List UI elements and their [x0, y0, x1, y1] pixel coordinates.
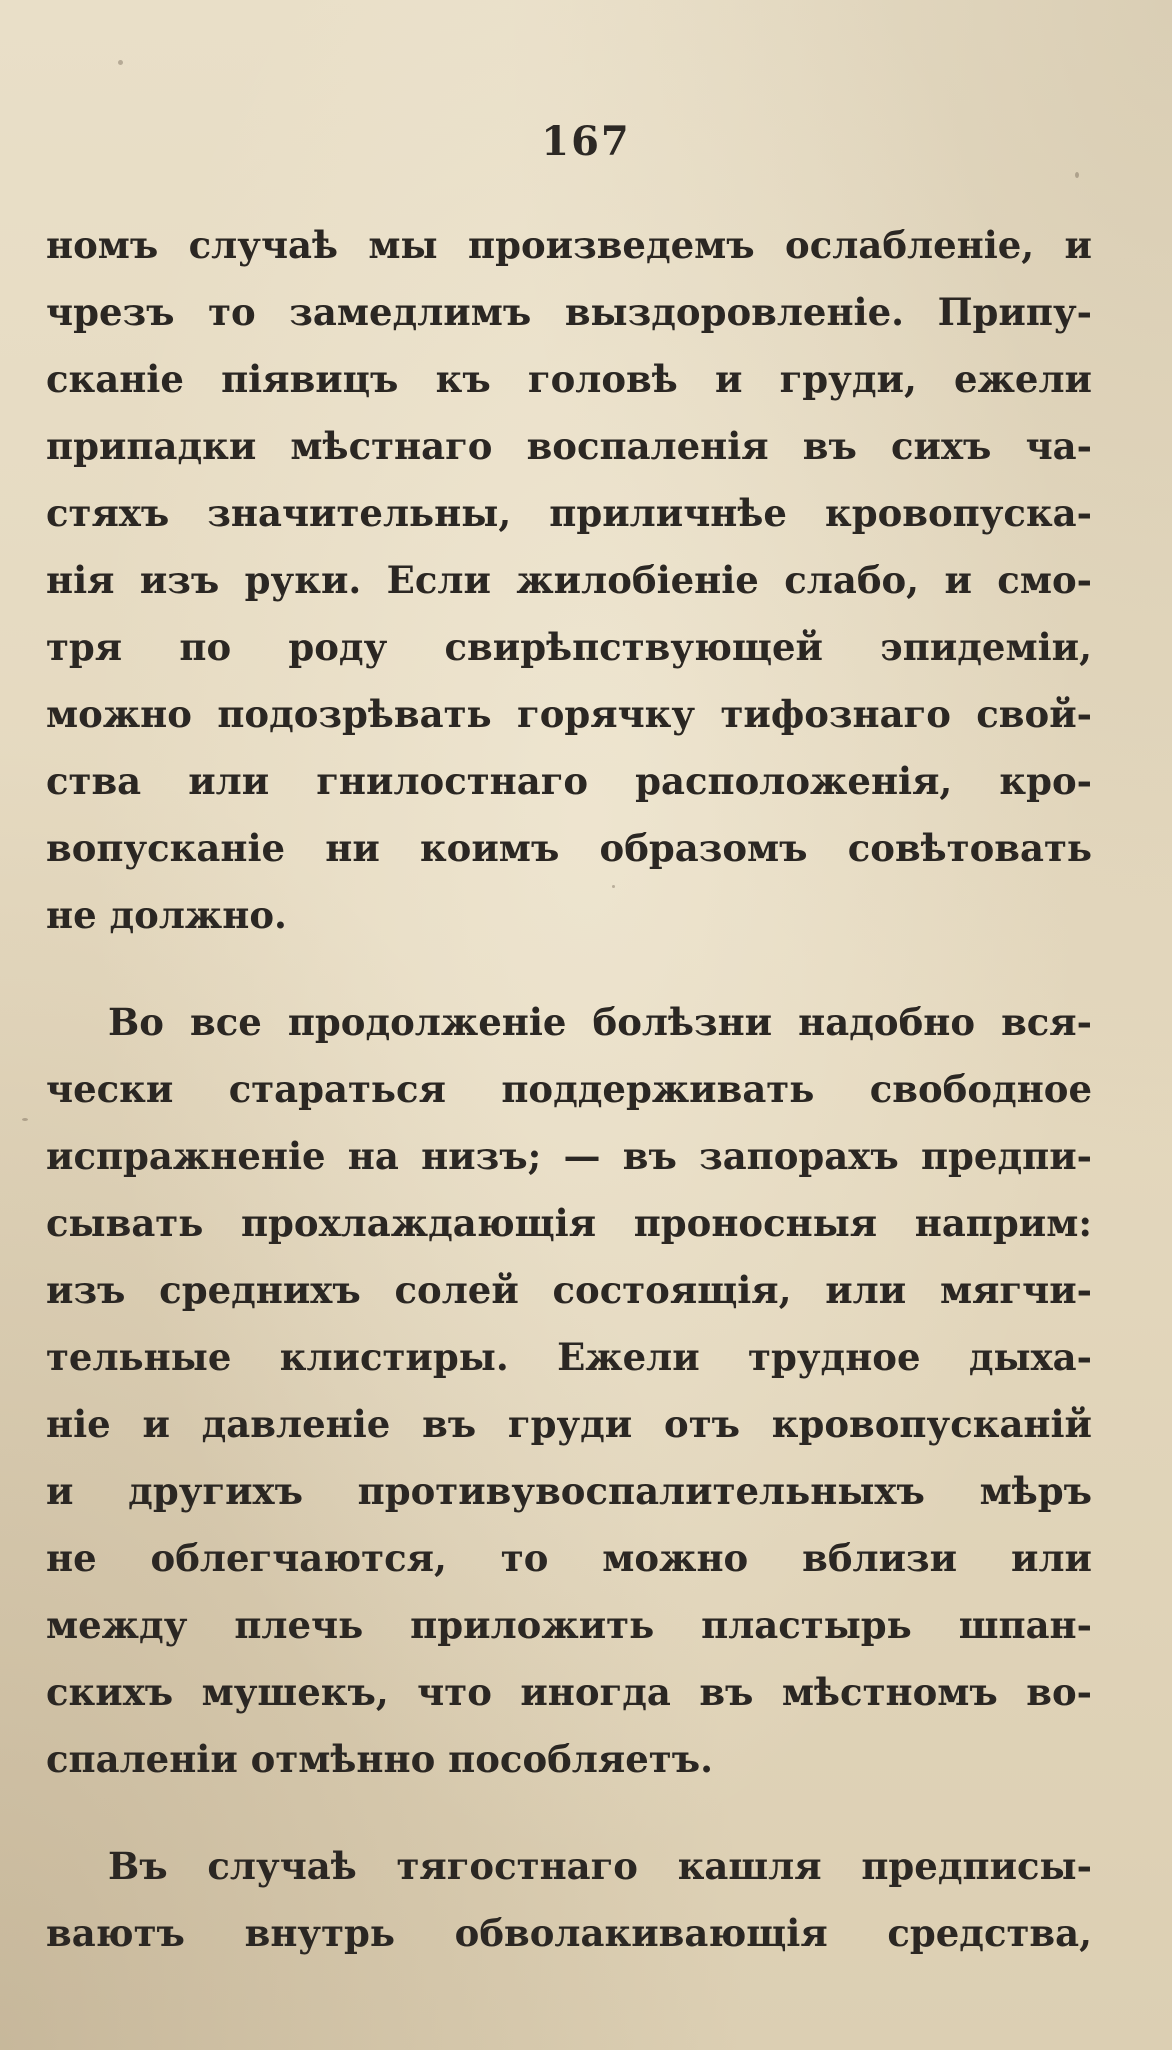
text-line: стяхъ значительны, приличнѣе кровопуска- [46, 491, 1092, 535]
paragraph-2 [46, 989, 1092, 1793]
text-line: нія изъ руки. Если жилобіеніе слабо, и смо- [46, 558, 1092, 602]
text-line: не облегчаются, то можно вблизи или [46, 1536, 1092, 1580]
paper-speck [118, 60, 123, 65]
text-line: Во все продолженіе болѣзни надобно вся- [108, 1000, 1092, 1044]
page-number: 167 [541, 118, 631, 165]
paragraph-3 [46, 1833, 1092, 1967]
text-line: не должно. [46, 893, 287, 937]
text-line: ства или гнилостнаго расположенія, кро- [46, 759, 1092, 803]
text-line: сывать прохлаждающія проносныя наприм: [46, 1201, 1092, 1245]
text-line: тря по роду свирѣпствующей эпидеміи, [46, 625, 1092, 669]
text-line: чески стараться поддерживать свободное [46, 1067, 1092, 1111]
text-line: вопусканіе ни коимъ образомъ совѣтовать [46, 826, 1092, 870]
text-line: тельные клистиры. Ежели трудное дыха- [46, 1335, 1092, 1379]
paragraph-1 [46, 212, 1092, 949]
text-line: припадки мѣстнаго воспаленія въ сихъ ча- [46, 424, 1092, 468]
paper-speck [1075, 172, 1079, 178]
text-line: ніе и давленіе въ груди отъ кровопусканій [46, 1402, 1092, 1446]
text-line: скихъ мушекъ, что иногда въ мѣстномъ во- [46, 1670, 1092, 1714]
text-line: номъ случаѣ мы произведемъ ослабленіе, и [46, 223, 1092, 267]
text-line: изъ среднихъ солей состоящія, или мягчи- [46, 1268, 1092, 1312]
text-line: Въ случаѣ тягостнаго кашля предписы- [108, 1844, 1092, 1888]
text-line: и другихъ противувоспалительныхъ мѣръ [46, 1469, 1092, 1513]
text-line: между плечь приложить пластырь шпан- [46, 1603, 1092, 1647]
paper-speck [22, 1118, 28, 1121]
text-line: испражненіе на низъ; — въ запорахъ предпи- [46, 1134, 1092, 1178]
text-line: спаленіи отмѣнно пособляетъ. [46, 1737, 713, 1781]
text-line: можно подозрѣвать горячку тифознаго свой- [46, 692, 1092, 736]
text-line: чрезъ то замедлимъ выздоровленіе. Припу- [46, 290, 1092, 334]
body-text [46, 212, 1092, 1967]
text-line: ваютъ внутрь обволакивающія средства, [46, 1911, 1092, 1955]
text-line: сканіе піявицъ къ головѣ и груди, ежели [46, 357, 1092, 401]
